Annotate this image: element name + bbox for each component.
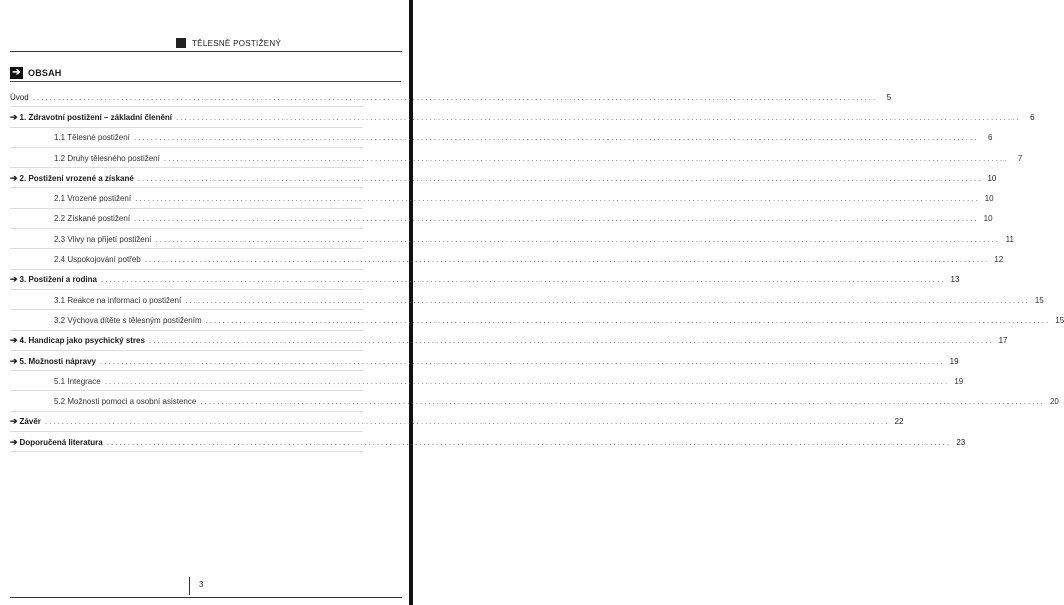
- toc-entry-page: 22: [894, 417, 904, 427]
- toc-entry-label: 1. Zdravotní postižení – základní členění: [19, 112, 173, 122]
- toc-entry-label: 2.2 Získané postižení: [54, 214, 131, 224]
- toc-entry-label: 2.4 Uspokojování potřeb: [54, 255, 141, 265]
- toc-entry-page: 12: [994, 255, 1004, 265]
- running-header: [176, 37, 281, 49]
- toc-entry[interactable]: [10, 229, 1014, 249]
- toc-entry[interactable]: [10, 249, 1004, 269]
- toc-entry[interactable]: [10, 128, 993, 148]
- toc-entry[interactable]: [10, 371, 964, 391]
- toc-entry[interactable]: [10, 290, 1044, 310]
- toc-entry-page: 15: [1034, 295, 1044, 305]
- toc-entry-page: 6: [1030, 112, 1035, 122]
- dot-leader: ........................................................................................................................................................................................................: [155, 234, 1000, 244]
- toc-entry[interactable]: [10, 310, 1064, 330]
- arrow-right-icon: ➔: [10, 67, 23, 79]
- arrow-right-icon: ➔: [10, 436, 18, 447]
- section-heading: [10, 67, 62, 79]
- toc-entry-page: 19: [954, 376, 964, 386]
- toc-entry-page: 6: [987, 133, 993, 143]
- dot-leader: ........................................................................................................................................................................................................: [200, 397, 1045, 407]
- toc-entry-page: 19: [949, 356, 959, 366]
- toc-entry[interactable]: [10, 87, 892, 107]
- toc-entry-label: Úvod: [10, 92, 29, 102]
- toc-entry[interactable]: [10, 270, 960, 290]
- toc-entry-label: 2. Postižení vrozené a získané: [19, 173, 134, 183]
- toc-entry-page: 13: [950, 275, 960, 285]
- page-number-bar: [189, 577, 190, 595]
- toc-entry[interactable]: [10, 412, 904, 432]
- footer-divider: [10, 597, 402, 598]
- toc-entry-page: 7: [1017, 153, 1023, 163]
- toc-entry-label: 3. Postižení a rodina: [19, 275, 97, 285]
- dot-leader: ........................................................................................................................................................................................................: [100, 275, 946, 285]
- arrow-right-icon: ➔: [10, 355, 18, 366]
- toc-entry-label: 2.3 Vlivy na přijetí postižení: [54, 234, 152, 244]
- arrow-right-icon: ➔: [10, 172, 18, 183]
- toc-entry[interactable]: [10, 148, 1023, 168]
- toc-entry[interactable]: [10, 391, 1059, 411]
- toc-entry[interactable]: [10, 168, 997, 188]
- toc-entry[interactable]: [10, 188, 994, 208]
- dot-leader: ........................................................................................................................................................................................................: [205, 315, 1051, 325]
- toc-entry-page: 10: [984, 194, 994, 204]
- toc-entry[interactable]: [10, 351, 959, 371]
- toc-entry-label: 4. Handicap jako psychický stres: [19, 336, 145, 346]
- header-divider: [10, 51, 402, 52]
- toc-entry-label: 1.1 Tělesné postižení: [54, 133, 130, 143]
- dot-leader: ........................................................................................................................................................................................................: [185, 295, 1030, 305]
- dot-leader: ........................................................................................................................................................................................................: [100, 356, 945, 366]
- toc-entry[interactable]: [10, 432, 966, 452]
- toc-entry-page: 15: [1055, 315, 1064, 325]
- toc-entry[interactable]: [10, 107, 1035, 127]
- toc-entry-page: 10: [987, 173, 997, 183]
- dot-leader: ........................................................................................................................................................................................................: [176, 112, 1021, 122]
- page-number: 3: [199, 580, 204, 589]
- dot-leader: ........................................................................................................................................................................................................: [32, 92, 878, 102]
- square-icon: [176, 38, 186, 48]
- toc-entry-label: 2.1 Vrozené postižení: [54, 194, 132, 204]
- dot-leader: ........................................................................................................................................................................................................: [137, 173, 983, 183]
- dot-leader: ........................................................................................................................................................................................................: [135, 194, 980, 204]
- dot-leader: ........................................................................................................................................................................................................: [134, 214, 979, 224]
- section-divider: [10, 81, 401, 82]
- row-divider: [10, 451, 363, 452]
- toc-entry-label: 3.2 Výchova dítěte s tělesným postižením: [54, 315, 202, 325]
- dot-leader: ........................................................................................................................................................................................................: [44, 417, 890, 427]
- section-title: OBSAH: [28, 68, 62, 78]
- toc-entry-label: 5. Možnosti nápravy: [19, 356, 97, 366]
- toc-entry-label: 5.2 Možnosti pomoci a osobní asistence: [54, 397, 197, 407]
- toc-entry[interactable]: [10, 331, 1008, 351]
- running-title: TĚLESNĚ POSTIŽENÝ: [192, 38, 282, 48]
- toc-entry-page: 17: [998, 336, 1008, 346]
- toc-entry-page: 10: [983, 214, 993, 224]
- dot-leader: ........................................................................................................................................................................................................: [104, 376, 950, 386]
- table-of-contents: [10, 87, 1064, 452]
- arrow-right-icon: ➔: [10, 111, 18, 122]
- toc-entry-page: 11: [1005, 234, 1014, 244]
- dot-leader: ........................................................................................................................................................................................................: [106, 437, 952, 447]
- dot-leader: ........................................................................................................................................................................................................: [133, 133, 979, 143]
- toc-entry-label: Doporučená literatura: [19, 437, 103, 447]
- toc-entry[interactable]: [10, 209, 993, 229]
- toc-entry-page: 23: [956, 437, 966, 447]
- toc-entry-label: 1.2 Druhy tělesného postižení: [54, 153, 160, 163]
- toc-entry-page: 20: [1049, 397, 1059, 407]
- arrow-right-icon: ➔: [10, 274, 18, 285]
- toc-entry-label: 5.1 Integrace: [54, 376, 101, 386]
- toc-entry-label: 3.1 Reakce na informaci o postižení: [54, 295, 182, 305]
- arrow-right-icon: ➔: [10, 416, 18, 427]
- dot-leader: ........................................................................................................................................................................................................: [148, 336, 994, 346]
- toc-entry-label: Závěr: [19, 417, 41, 427]
- dot-leader: ........................................................................................................................................................................................................: [144, 255, 990, 265]
- dot-leader: ........................................................................................................................................................................................................: [163, 153, 1009, 163]
- arrow-right-icon: ➔: [10, 335, 18, 346]
- toc-entry-page: 5: [886, 92, 892, 102]
